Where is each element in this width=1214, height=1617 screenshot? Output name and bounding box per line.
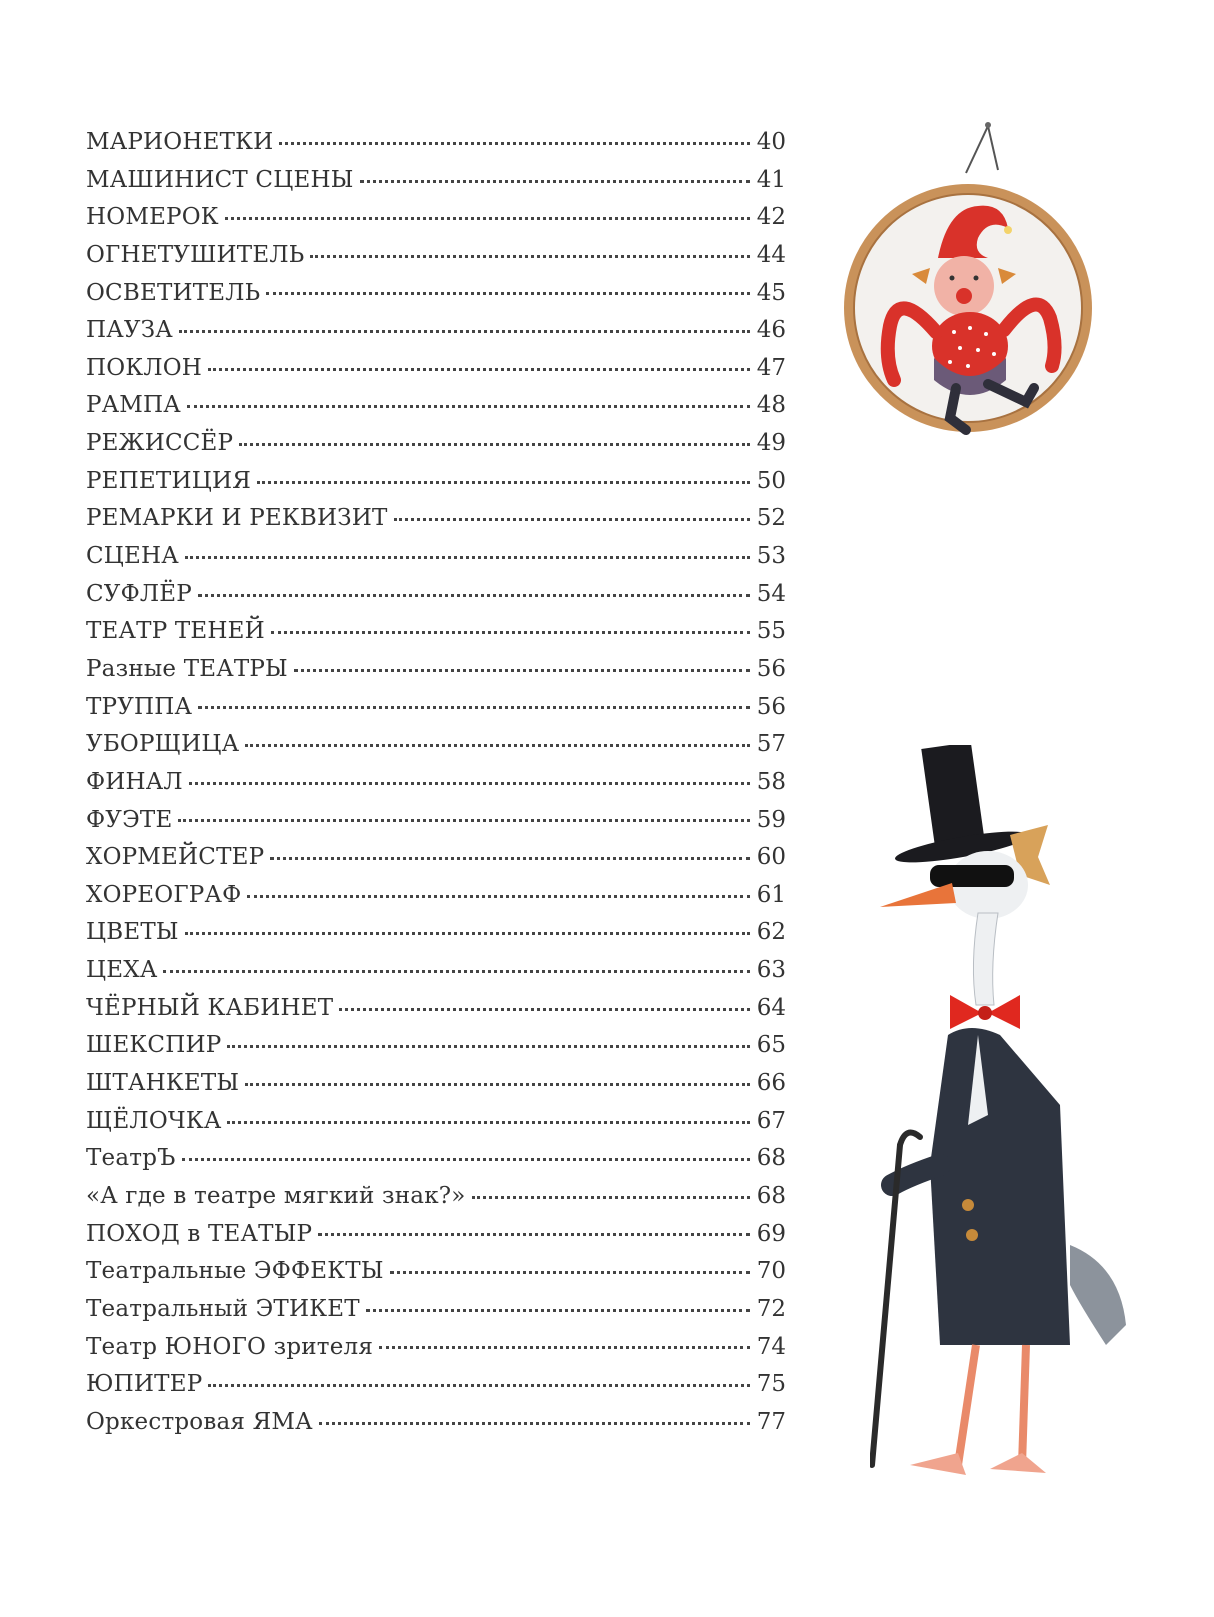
toc-entry	[86, 538, 786, 576]
toc-entry-title: ОСВЕТИТЕЛЬ	[86, 279, 261, 306]
toc-entry-title: ПОКЛОН	[86, 354, 203, 381]
framed-jester-puppet-icon	[838, 118, 1108, 458]
toc-leader-dots	[163, 954, 750, 977]
toc-entry	[86, 350, 786, 388]
toc-leader-dots	[318, 1218, 750, 1241]
toc-entry-page: 40	[756, 129, 786, 155]
toc-entry-title: РЕПЕТИЦИЯ	[86, 467, 252, 494]
toc-entry-title: Театр ЮНОГО зрителя	[86, 1333, 374, 1360]
toc-entry	[86, 1366, 786, 1404]
toc-entry-title: МАРИОНЕТКИ	[86, 129, 274, 155]
toc-entry-title: «А где в театре мягкий знак?»	[86, 1182, 466, 1209]
toc-entry	[86, 726, 786, 764]
toc-entry	[86, 1178, 786, 1216]
toc-entry	[86, 199, 786, 237]
toc-entry-page: 52	[756, 505, 786, 532]
toc-entry-title: ЮПИТЕР	[86, 1371, 203, 1398]
toc-leader-dots	[472, 1180, 750, 1203]
toc-entry-title: ШЕКСПИР	[86, 1032, 222, 1059]
toc-entry-page: 74	[756, 1333, 786, 1360]
toc-entry-page: 49	[756, 430, 786, 457]
toc-leader-dots	[185, 916, 750, 939]
toc-entry	[86, 500, 786, 538]
toc-leader-dots	[225, 201, 750, 224]
toc-leader-dots	[239, 427, 750, 450]
toc-entry	[86, 990, 786, 1028]
toc-entry-page: 45	[756, 279, 786, 306]
toc-entry-page: 59	[756, 806, 786, 833]
toc-entry	[86, 312, 786, 350]
toc-leader-dots	[310, 239, 750, 262]
toc-entry-page: 61	[756, 881, 786, 908]
toc-entry	[86, 839, 786, 877]
toc-leader-dots	[182, 1142, 750, 1165]
toc-entry-page: 60	[756, 844, 786, 871]
toc-leader-dots	[178, 804, 750, 827]
toc-entry	[86, 124, 786, 162]
toc-entry	[86, 914, 786, 952]
toc-leader-dots	[279, 126, 750, 149]
toc-entry-title: МАШИНИСТ СЦЕНЫ	[86, 166, 354, 193]
toc-entry	[86, 802, 786, 840]
toc-entry-title: Театральные ЭФФЕКТЫ	[86, 1258, 384, 1285]
toc-entry-title: УБОРЩИЦА	[86, 731, 240, 758]
toc-entry-title: ЦВЕТЫ	[86, 919, 179, 946]
toc-entry-page: 72	[756, 1295, 786, 1322]
toc-leader-dots	[189, 766, 750, 789]
toc-entry-title: ТеатрЪ	[86, 1145, 176, 1172]
toc-entry	[86, 1216, 786, 1254]
toc-entry-page: 55	[756, 618, 786, 645]
toc-entry-page: 69	[756, 1220, 786, 1247]
toc-entry	[86, 1253, 786, 1291]
toc-leader-dots	[271, 615, 750, 638]
toc-entry	[86, 764, 786, 802]
toc-leader-dots	[227, 1029, 750, 1052]
toc-entry-page: 68	[756, 1182, 786, 1209]
toc-entry	[86, 1291, 786, 1329]
toc-leader-dots	[187, 389, 750, 412]
table-of-contents	[86, 124, 786, 1441]
toc-leader-dots	[266, 277, 750, 300]
toc-entry	[86, 387, 786, 425]
toc-leader-dots	[198, 691, 750, 714]
toc-entry-title: ЧЁРНЫЙ КАБИНЕТ	[86, 994, 334, 1021]
toc-entry	[86, 1065, 786, 1103]
toc-entry-page: 68	[756, 1145, 786, 1172]
toc-leader-dots	[245, 728, 750, 751]
toc-entry-page: 41	[756, 166, 786, 193]
toc-entry	[86, 425, 786, 463]
toc-entry-title: РАМПА	[86, 392, 181, 419]
toc-entry	[86, 1404, 786, 1442]
toc-entry-page: 47	[756, 354, 786, 381]
toc-entry-page: 46	[756, 317, 786, 344]
toc-entry-page: 70	[756, 1258, 786, 1285]
toc-entry-page: 56	[756, 693, 786, 720]
toc-entry	[86, 237, 786, 275]
toc-entry	[86, 1329, 786, 1367]
toc-entry-page: 44	[756, 241, 786, 268]
toc-entry-page: 58	[756, 768, 786, 795]
toc-entry	[86, 1140, 786, 1178]
toc-leader-dots	[319, 1406, 750, 1429]
toc-leader-dots	[294, 653, 750, 676]
toc-entry-page: 53	[756, 543, 786, 570]
toc-entry-title: Театральный ЭТИКЕТ	[86, 1295, 360, 1322]
toc-entry-title: РЕЖИССЁР	[86, 430, 234, 457]
toc-entry-page: 42	[756, 204, 786, 231]
toc-entry	[86, 1027, 786, 1065]
toc-entry	[86, 162, 786, 200]
toc-entry-title: ХОРМЕЙСТЕР	[86, 844, 265, 871]
toc-entry-title: ШТАНКЕТЫ	[86, 1070, 240, 1097]
toc-entry-title: ПАУЗА	[86, 317, 173, 344]
toc-leader-dots	[245, 1067, 750, 1090]
toc-leader-dots	[185, 540, 750, 563]
toc-entry-title: ОГНЕТУШИТЕЛЬ	[86, 241, 305, 268]
toc-entry	[86, 952, 786, 990]
toc-leader-dots	[379, 1331, 750, 1354]
toc-leader-dots	[360, 164, 750, 187]
toc-entry-page: 64	[756, 994, 786, 1021]
toc-entry-page: 66	[756, 1070, 786, 1097]
toc-leader-dots	[227, 1105, 750, 1128]
toc-entry-title: ХОРЕОГРАФ	[86, 881, 242, 908]
toc-leader-dots	[366, 1293, 750, 1316]
toc-entry	[86, 689, 786, 727]
toc-entry-title: ФИНАЛ	[86, 768, 183, 795]
toc-entry-page: 62	[756, 919, 786, 946]
toc-entry-page: 65	[756, 1032, 786, 1059]
toc-leader-dots	[270, 841, 750, 864]
toc-entry	[86, 877, 786, 915]
toc-entry-title: ЩЁЛОЧКА	[86, 1107, 222, 1134]
toc-leader-dots	[179, 314, 750, 337]
toc-leader-dots	[390, 1255, 750, 1278]
toc-leader-dots	[394, 502, 750, 525]
toc-leader-dots	[257, 465, 750, 488]
toc-entry-page: 56	[756, 655, 786, 682]
toc-entry	[86, 463, 786, 501]
toc-entry-title: ТЕАТР ТЕНЕЙ	[86, 618, 265, 645]
toc-entry	[86, 1103, 786, 1141]
toc-entry-page: 54	[756, 580, 786, 607]
toc-entry-page: 50	[756, 467, 786, 494]
toc-entry-title: Разные ТЕАТРЫ	[86, 655, 288, 682]
toc-leader-dots	[208, 1368, 750, 1391]
toc-leader-dots	[339, 992, 750, 1015]
toc-entry-title: ПОХОД в ТЕАТЫР	[86, 1220, 313, 1247]
toc-entry-title: РЕМАРКИ И РЕКВИЗИТ	[86, 505, 388, 532]
toc-entry-title: ЦЕХА	[86, 957, 158, 984]
toc-entry	[86, 275, 786, 313]
toc-entry-title: НОМЕРОК	[86, 204, 219, 231]
toc-leader-dots	[247, 879, 750, 902]
toc-entry-page: 67	[756, 1107, 786, 1134]
toc-entry-title: ФУЭТЕ	[86, 806, 173, 833]
toc-entry-page: 57	[756, 731, 786, 758]
toc-leader-dots	[208, 352, 750, 375]
toc-entry-page: 75	[756, 1371, 786, 1398]
toc-entry	[86, 651, 786, 689]
toc-entry-page: 48	[756, 392, 786, 419]
toc-entry	[86, 613, 786, 651]
toc-entry-page: 77	[756, 1408, 786, 1435]
toc-entry-title: Оркестровая ЯМА	[86, 1408, 313, 1435]
toc-entry-title: ТРУППА	[86, 693, 193, 720]
toc-entry-title: СЦЕНА	[86, 543, 179, 570]
toc-leader-dots	[198, 578, 750, 601]
toc-entry	[86, 576, 786, 614]
toc-entry-page: 63	[756, 957, 786, 984]
goose-gentleman-icon	[870, 745, 1170, 1515]
toc-entry-title: СУФЛЁР	[86, 580, 192, 607]
